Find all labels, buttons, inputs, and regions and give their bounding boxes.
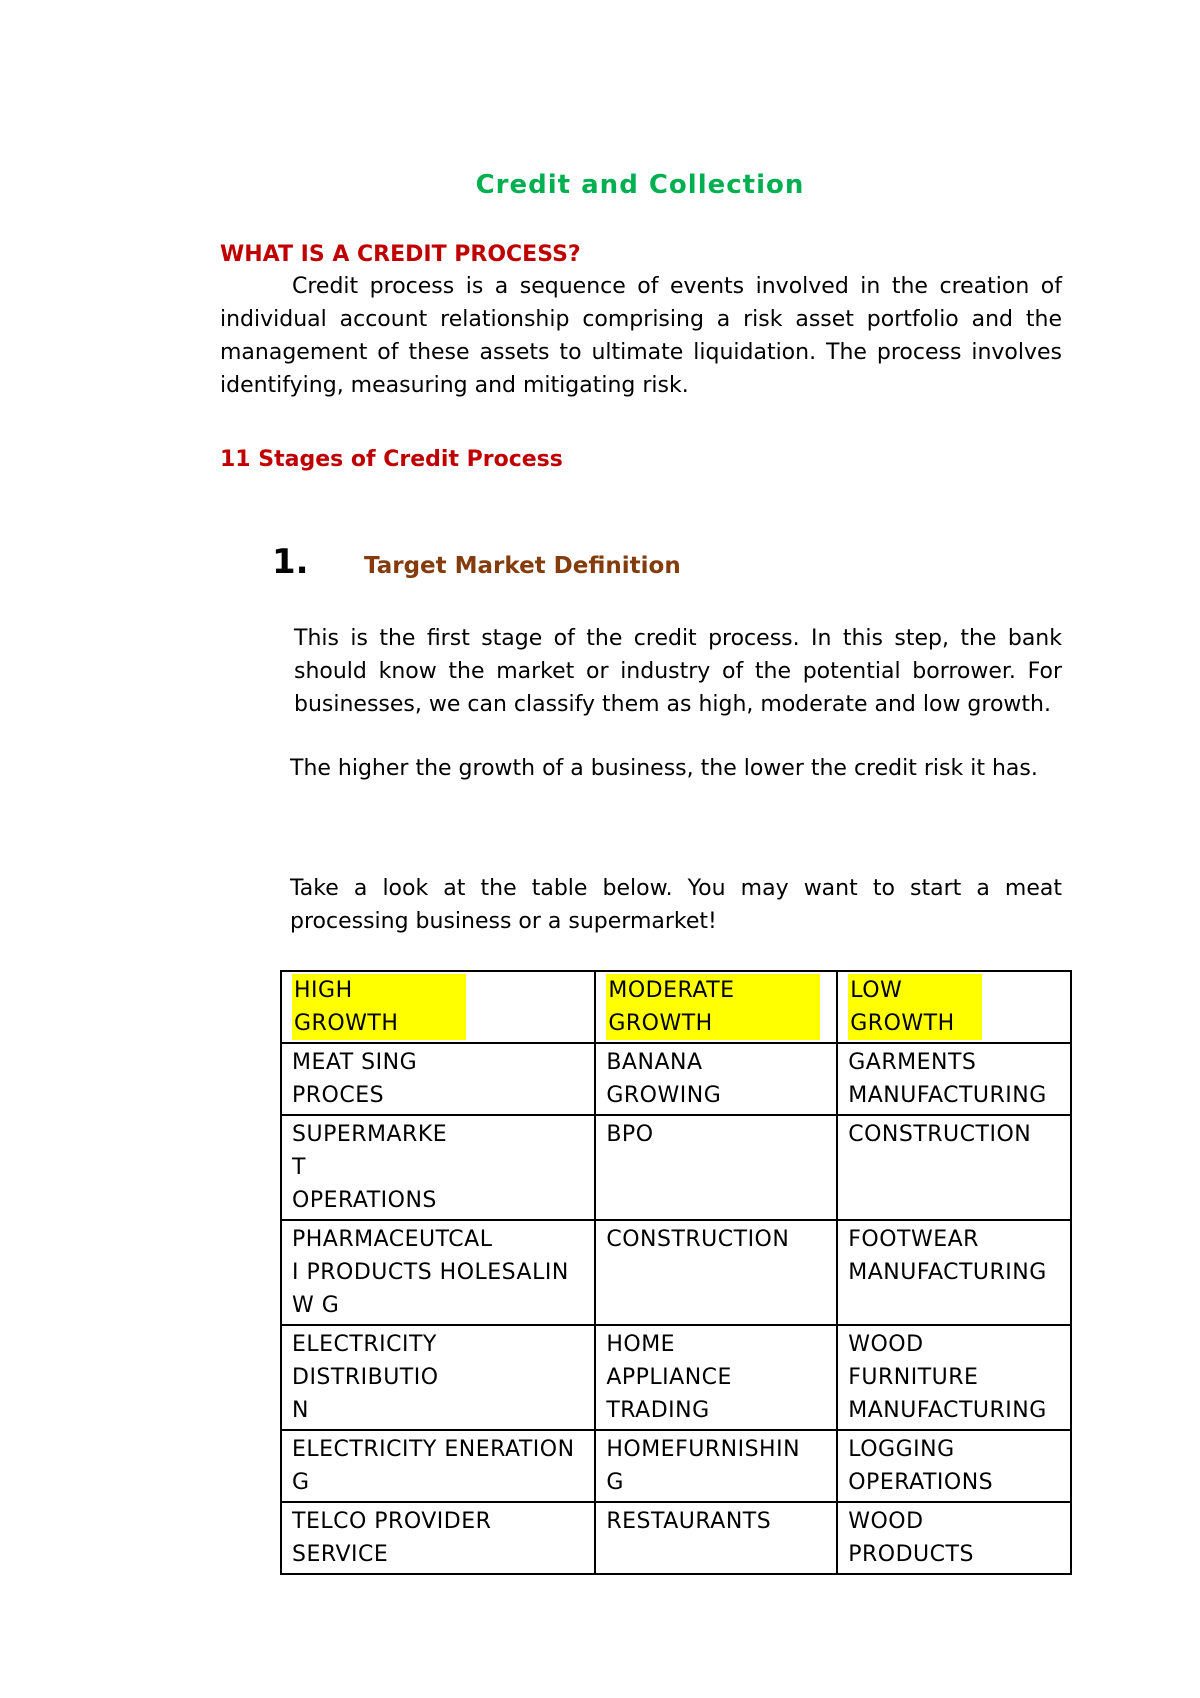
cell-text: MEAT SING PROCES	[292, 1050, 418, 1108]
table-cell	[281, 1502, 595, 1574]
table-cell	[595, 1220, 837, 1325]
what-is-credit-process-heading: WHAT IS A CREDIT PROCESS?	[220, 242, 581, 267]
highlighted-header-text: HIGH GROWTH	[292, 974, 466, 1040]
stage-number: 1.	[272, 542, 309, 582]
stage-description: This is the first stage of the credit process. In this step, the bank should know the market or industry of the potential borrower. For businesses, we can classify them as high, moderate and low growth.	[294, 626, 1062, 717]
document-title: Credit and Collection	[475, 170, 805, 200]
highlighted-header-text: LOW GROWTH	[848, 974, 982, 1040]
cell-text: ELECTRICITY ENERATION G	[292, 1437, 575, 1495]
table-row	[281, 1115, 1071, 1220]
header-high-growth	[281, 971, 595, 1043]
cell-text: HOMEFURNISHIN G	[606, 1437, 801, 1495]
cell-text: RESTAURANTS	[606, 1509, 772, 1534]
table-cell	[281, 1430, 595, 1502]
table-cell	[595, 1325, 837, 1430]
growth-risk-sentence: The higher the growth of a business, the lower the credit risk it has.	[290, 756, 1038, 781]
highlighted-header-text: MODERATE GROWTH	[606, 974, 820, 1040]
table-cell	[837, 1220, 1071, 1325]
table-row	[281, 1430, 1071, 1502]
stage-1-heading	[272, 542, 681, 586]
table-cell	[837, 1115, 1071, 1220]
cell-text: HOME APPLIANCE TRADING	[606, 1332, 732, 1423]
stage-title: Target Market Definition	[364, 553, 681, 579]
table-cell	[595, 1115, 837, 1220]
table-cell	[595, 1502, 837, 1574]
table-row	[281, 1220, 1071, 1325]
cell-text: ELECTRICITY DISTRIBUTIO N	[292, 1332, 439, 1423]
header-low-growth	[837, 971, 1071, 1043]
cell-text: BPO	[606, 1122, 654, 1147]
cell-text: PHARMACEUTCAL I PRODUCTS HOLESALIN W G	[292, 1227, 569, 1318]
table-intro-sentence: Take a look at the table below. You may want to start a meat processing business or a supermarket!	[290, 876, 1062, 934]
table-cell	[281, 1043, 595, 1115]
table-cell	[837, 1043, 1071, 1115]
table-cell	[837, 1430, 1071, 1502]
cell-text: TELCO PROVIDER SERVICE	[292, 1509, 492, 1567]
table-header-row	[281, 971, 1071, 1043]
table-cell	[281, 1220, 595, 1325]
cell-text: BANANA GROWING	[606, 1050, 722, 1108]
stages-heading: 11 Stages of Credit Process	[220, 447, 563, 472]
cell-text: WOOD FURNITURE MANUFACTURING	[848, 1332, 1047, 1423]
table-row	[281, 1325, 1071, 1430]
header-moderate-growth	[595, 971, 837, 1043]
table-cell	[595, 1043, 837, 1115]
cell-text: SUPERMARKE T OPERATIONS	[292, 1122, 448, 1213]
table-cell	[281, 1325, 595, 1430]
cell-text: GARMENTS MANUFACTURING	[848, 1050, 1047, 1108]
table-cell	[595, 1430, 837, 1502]
table-cell	[837, 1325, 1071, 1430]
table-row	[281, 1502, 1071, 1574]
cell-text: LOGGING OPERATIONS	[848, 1437, 994, 1495]
table-row	[281, 1043, 1071, 1115]
table-cell	[837, 1502, 1071, 1574]
cell-text: CONSTRUCTION	[848, 1122, 1032, 1147]
credit-process-definition: Credit process is a sequence of events involved in the creation of individual account relationship comprising a risk asset portfolio and the management of these assets to ultimate liquidation. The process involves identifying, measuring and mitigating risk.	[220, 274, 1062, 398]
cell-text: CONSTRUCTION	[606, 1227, 790, 1252]
cell-text: FOOTWEAR MANUFACTURING	[848, 1227, 1047, 1285]
cell-text: WOOD PRODUCTS	[848, 1509, 974, 1567]
growth-classification-table	[280, 970, 1072, 1575]
table-cell	[281, 1115, 595, 1220]
